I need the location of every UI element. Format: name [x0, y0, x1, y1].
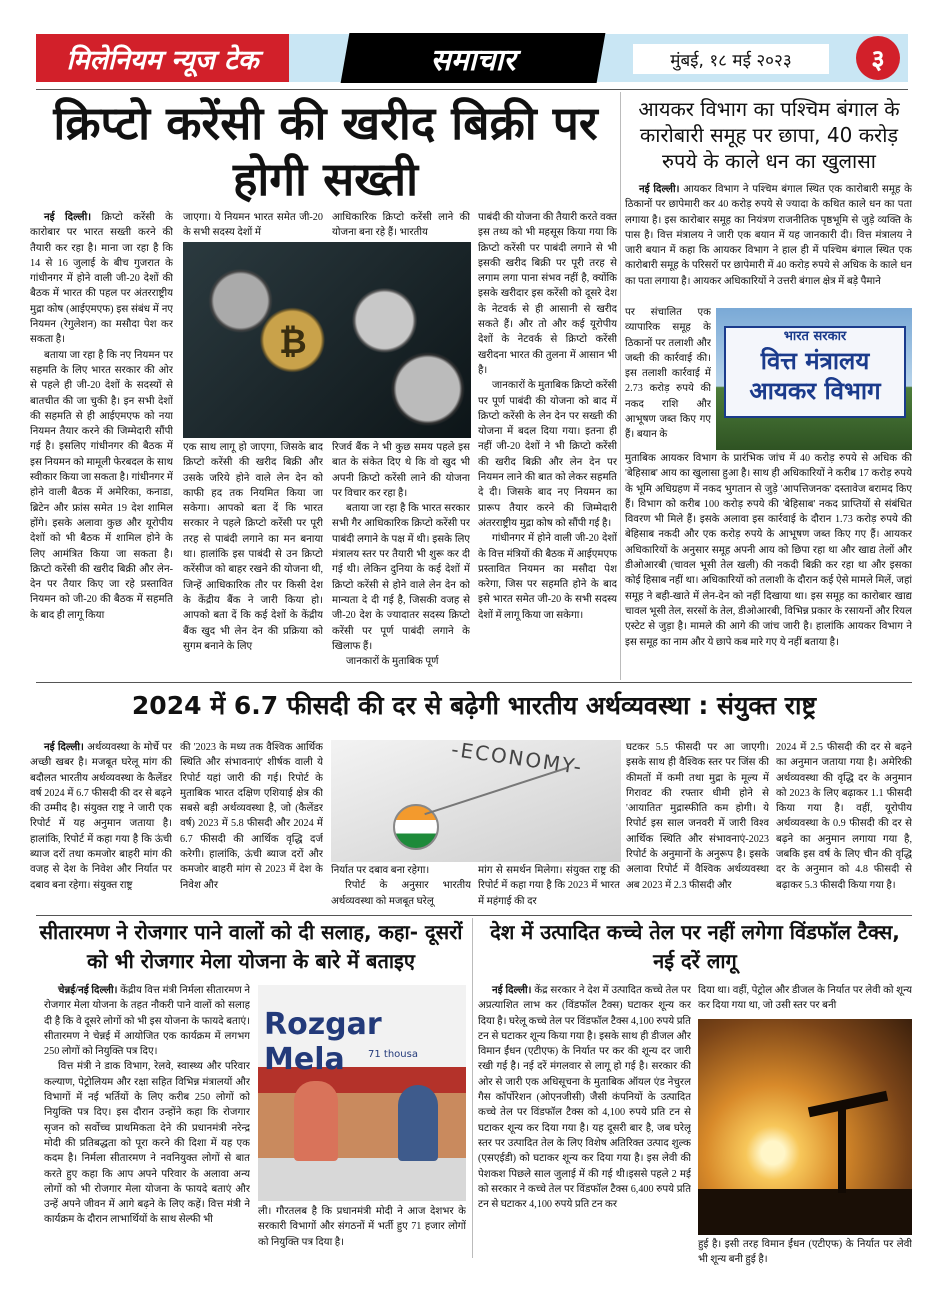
- page-number: ३: [856, 36, 900, 80]
- section-title: समाचार: [430, 42, 516, 78]
- windfall-headline: देश में उत्पादित कच्चे तेल पर नहीं लगेगा विंडफॉल टैक्स, नई दरें लागू: [490, 920, 900, 973]
- economy-col-5: घटकर 5.5 फीसदी पर आ जाएगी। इसके साथ ही वैश्विक स्तर पर जिंस की कीमतों में कमी तथा मुद्रा के मूल्य में गिरावट की रफ्तार धीमी होने से 'आयातित' मुद्रास्फीति कम होगी। ये रिपोर्ट इस साल जनवरी में जारी विश्व आर्थिक स्थिति और संभावनाएं-2023 रिपोर्ट के अनुमानों के अनुरूप है। इसके अलावा रिपोर्ट में वैश्विक अर्थव्यवस्था अब 2023 में 2.3 फीसदी और: [626, 742, 769, 891]
- crypto-col-2-bottom: एक साथ लागू हो जाएगा, जिसके बाद क्रिप्टो करेंसी की खरीद बिक्री और उसके जरिये होने वाले लेन देन को काफी हद तक नियमित किया जा सकेगा। आपको बता दें कि भारत सरकार ने पहले क्रिप्टो करेंसी पर पूरी तरह से पाबंदी लगाने का मन बनाया था। हालांकि इस पाबंदी से उन क्रिप्टो करेंसीज को बाहर रखने की योजना थी, जिन्हें आधिकारिक तौर पर किसी देश के केंद्रीय बैंक ने जारी किया हो। आपको बता दें कि कई देशों के केंद्रीय बैंक खुद भी लेन देन की प्रक्रिया को सुगम बनाने के लिए: [183, 442, 323, 652]
- economy-compass-image: [331, 736, 621, 862]
- issue-date: मुंबई, १८ मई २०२३: [633, 44, 829, 74]
- oil-pumpjack-image: [698, 1019, 912, 1235]
- tax-text-top: नई दिल्ली। आयकर विभाग ने पश्चिम बंगाल स्थित एक कारोबारी समूह के ठिकानों पर छापेमारी कर 40 करोड़ रुपये से ज्यादा के कथित काले धन का पता लगाया है। इस कारोबार समूह का नियंत्रण राजनीतिक पृष्ठभूमि से जुड़े व्यक्ति के पास है। वित्त मंत्रालय ने जारी एक बयान में यह जानकारी दी। वित्त मंत्रालय ने जारी बयान में कहा कि आयकर विभाग ने हाल ही में पश्चिम बंगाल स्थित एक कारोबारी समूह के परिसरों पर छापेमारी में 40 करोड़ रुपये से अधिक के काले धन का पता लगाया है। आयकर अधिकारियों ने उत्तरी बंगाल क्षेत्र में बड़े पैमाने: [625, 184, 912, 287]
- bitcoin-icon: ₿: [279, 322, 307, 362]
- brand-logo: मिलेनियम न्यूज टेक: [36, 34, 289, 82]
- economy-col-2: की '2023 के मध्य तक वैश्विक आर्थिक स्थिति और संभावनाएं' शीर्षक वाली ये रिपोर्ट यहां जारी की गई। रिपोर्ट के मुताबिक भारत दक्षिण एशियाई क्षेत्र की सबसे बड़ी अर्थव्यवस्था है, जो (कैलेंडर वर्ष) 2023 में 5.8 फीसदी और 2024 में 6.7 फीसदी की आर्थिक वृद्धि दर्ज करेगी। हालांकि, ऊंची ब्याज दरों और कमजोर बाहरी मांग से 2023 में देश के निवेश और: [180, 742, 323, 891]
- tax-text-side: पर संचालित एक व्यापारिक समूह के ठिकानों पर तलाशी और जब्ती की कार्रवाई की। इस तलाशी कार्रवाई में 2.73 करोड़ रुपये की नकद राशि और आभूषण जब्त किए गए हैं। बयान के: [625, 307, 711, 441]
- tax-text-bottom: मुताबिक आयकर विभाग के प्रारंभिक जांच में 40 करोड़ रुपये से अधिक की 'बेहिसाब' आय का खुलासा हुआ है। साथ ही अधिकारियों ने करीब 17 करोड़ रुपये के भूमि अधिग्रहण में नकद भुगतान से जुड़े 'आपत्तिजनक' दस्तावेज बरामद किए हैं। विभाग को करीब 100 करोड़ रुपये की 'बेहिसाब' नकद प्राप्तियों से संबंधित विवरण भी मिले हैं। इसके अलावा इस कार्रवाई के दौरान 1.73 करोड़ रुपये की बेहिसाब नकदी और एक करोड़ रुपये के आभूषण जब्त किए गए हैं। आयकर अधिकारियों के अनुसार समूह अपनी आय को छिपा रहा था और खाद्य तेलों और डीओआरबी (चावल भूसी तेल खली) की नकदी बिक्री कर रहा था और इसका कोई हिसाब नहीं था। अधिकारियों को तलाशी के दौरान कई ऐसे मामले मिलें, जहां समूह ने बही-खाते में लेन-देन को नहीं दिखाया था। इस समूह का कारोबार खाद्य चावल भूसी तेल, सरसों के तेल, डीओआरबी, विभिन्न प्रकार के रसायनों और रियल एस्टेट से जुड़ा है। मामले की आगे की जांच जारी है। हालांकि आयकर विभाग ने इस समूह का नाम और ये छापे कब मारे गए ये नहीं बताया है।: [625, 453, 912, 648]
- crypto-col-3-top: आधिकारिक क्रिप्टो करेंसी लाने की योजना बना रहे हैं। भारतीय: [332, 212, 470, 239]
- windfall-col-1: नई दिल्ली। केंद्र सरकार ने देश में उत्पादित कच्चे तेल पर अप्रत्याशित लाभ कर (विंडफॉल टैक्स) घटाकर शून्य कर दिया है। घरेलू कच्चे तेल पर विंडफॉल टैक्स 4,100 रुपये प्रति टन से घटाकर शून्य किया गया है। इसके साथ ही डीजल और विमान ईंधन (एटीएफ) के निर्यात पर कर की शून्य दर जारी रखी गई है। नई दरें मंगलवार से लागू हो गई है। सरकार की ओर से जारी एक अधिसूचना के मुताबिक ऑयल एंड नेचुरल गैस कॉर्पोरेशन (ओएनजीसी) जैसी कंपनियों के उत्पादित कच्चे तेल पर विंडफॉल टैक्स को 4,100 रुपये प्रति टन से घटाकर शून्य कर दिया गया है। यह दूसरी बार है, जब घरेलू स्तर पर उत्पादित तेल के लिए विशेष अतिरिक्त उत्पाद शुल्क (एसएईडी) को घटाकर शून्य कर दिया गया है। इस लेवी की पेशकश पिछले साल जुलाई में की गई थी।इससे पहले 2 मई को सरकार ने कच्चे तेल पर विंडफॉल टैक्स 6,400 रुपये प्रति टन से घटाकर 4,100 रुपये प्रति टन कर: [478, 985, 691, 1211]
- income-tax-sign-image: [716, 308, 912, 450]
- rozgar-text: चेन्नई/नई दिल्ली। केंद्रीय वित्त मंत्री निर्मला सीतारमण ने रोजगार मेला योजना के तहत नौकरी पाने वालों को सलाह दी है कि वे दूसरे लोगों को भी इस योजना के फायदे बताएं। सीतारमण ने चेन्नई में आयोजित एक कार्यक्रम में लगभग 250 लोगों को नियुक्ति पत्र दिए। वित्त मंत्री ने डाक विभाग, रेलवे, स्वास्थ्य और परिवार कल्याण, पेट्रोलियम और रक्षा सहित विभिन्न मंत्रालयों और विभागों में नई भर्तियों के लिए करीब 250 लोगों को नियुक्ति पत्र दिए। इस दौरान उन्होंने कहा कि रोजगार सृजन को सर्वोच्च प्राथमिकता देने की प्रधानमंत्री नरेन्द्र मोदी की प्रतिबद्धता को पूरा करने की दिशा में यह एक कदम है। निर्मला सीतारमण ने नवनियुक्त लोगों से बात करते हुए कहा कि आप अपने परिवार के अलावा अन्य लोगों को भी रोजगार मेला योजना के फायदे बताएं और उन्हें अपने जीवन में आगे बढ़ने के लिए कहें। वित्त मंत्री ने कार्यक्रम के दौरान लाभार्थियों के साथ सेल्फी भी: [44, 985, 250, 1226]
- rozgar-banner-text: Rozgar Mela: [264, 1007, 382, 1077]
- economy-col-6: 2024 में 2.5 फीसदी की दर से बढ़ने का अनुमान जताया गया है। अमेरिकी अर्थव्यवस्था की वृद्धि दर के अनुमान को 2023 के लिए बढ़ाकर 1.1 फीसदी किया गया है। वहीं, यूरोपीय अर्थव्यवस्था के 0.9 फीसदी की दर से बढ़ने का अनुमान लगाया गया है, जबकि इस वर्ष के लिए चीन की वृद्धि दर के अनुमान को 4.8 फीसदी से बढ़ाकर 5.3 फीसदी किया गया है।: [776, 742, 912, 891]
- rozgar-banner-sub: 71 thousa: [368, 1049, 418, 1060]
- windfall-col-2-bottom: हुई है। इसी तरह विमान ईंधन (एटीएफ) के निर्यात पर लेवी भी शून्य बनी हुई है।: [698, 1239, 912, 1266]
- crypto-col-3-bottom: रिजर्व बैंक ने भी कुछ समय पहले इस बात के संकेत दिए थे कि वो खुद भी अपनी क्रिप्टो करेंसी लाने की योजना पर विचार कर रहा है। बताया जा रहा है कि भारत सरकार सभी गैर आधिकारिक क्रिप्टो करेंसी पर पाबंदी लगाने के पक्ष में थी। इसके लिए मंत्रालय स्तर पर तैयारी भी शुरू कर दी गई थी। लेकिन दुनिया के कई देशों में क्रिप्टो करेंसी से होने वाले लेन देन को मान्यता दे दी गई है, जिसकी वजह से जी-20 देश के ज्यादातर सदस्य क्रिप्टो करेंसी पर पूर्ण पाबंदी लगाने के खिलाफ हैं। जानकारों के मुताबिक पूर्ण: [332, 442, 470, 668]
- rozgar-caption: ली। गौरतलब है कि प्रधानमंत्री मोदी ने आज देशभर के सरकारी विभागों और संगठनों में भर्ती हुए 71 हजार लोगों को नियुक्ति पत्र दिया है।: [258, 1206, 466, 1248]
- economy-headline: 2024 में 6.7 फीसदी की दर से बढ़ेगी भारतीय अर्थव्यवस्था : संयुक्त राष्ट्र: [131, 691, 817, 720]
- sign-line-2: वित्त मंत्रालय: [760, 347, 870, 375]
- windfall-col-2-top: दिया था। वहीं, पेट्रोल और डीजल के निर्यात पर लेवी को शून्य कर दिया गया था, जो उसी स्तर पर बनी: [698, 985, 912, 1012]
- crypto-headline: क्रिप्टो करेंसी की खरीद बिक्री पर होगी सख्ती: [53, 96, 598, 206]
- crypto-col-1: नई दिल्ली। क्रिप्टो करेंसी के कारोबार पर भारत सख्ती करने की तैयारी कर रहा है। माना जा रहा है कि 14 से 16 जुलाई के बीच गुजरात के गांधीनगर में होने वाली जी-20 देशों की बैठक में भारत की पहल पर अंतरराष्ट्रीय मुद्रा कोष (आईएमएफ) इस संबंध में नए नियमन (रेगुलेशन) का मसौदा पेश कर सकता है। बताया जा रहा है कि नए नियमन पर सहमति के लिए भारत सरकार की ओर से पहले ही जी-20 देशों के सदस्यों से बातचीत की जा चुकी है। इन सभी देशों की सहमति से ही आईएमएफ को नया नियमन तैयार करने की जिम्मेदारी सौंपी गई है। इसलिए गांधीनगर की बैठक में इस नियमन को मामूली फेरबदल के साथ स्वीकार किया जा सकता है। गांधीनगर में होने वाली बैठक में अमेरिका, कनाडा, ब्रिटेन और फ्रांस समेत 19 देश शामिल होंगे। इसके अलावा कुछ और यूरोपीय देशों को भी बैठक में शामिल होने के लिए आमंत्रित किया जा सकता है। क्रिप्टो करेंसी की खरीद बिक्री और लेन-देन पर तैयार किए जा रहे प्रस्तावित नियमन को जी-20 की बैठक में सहमति के बाद ही लागू किया: [30, 212, 173, 621]
- economy-col-4: मांग से समर्थन मिलेगा। संयुक्त राष्ट्र की रिपोर्ट में कहा गया है कि 2023 में भारत में महंगाई की दर: [478, 865, 620, 907]
- pumpjack-icon: [808, 1091, 888, 1117]
- rozgar-mela-image: [258, 985, 466, 1201]
- crypto-col-4: पाबंदी की योजना की तैयारी करते वक्त इस तथ्य को भी महसूस किया गया कि क्रिप्टो करेंसी पर पाबंदी लगाने से भी इसकी खरीद बिक्री पर पूरी तरह से लगाम लगा पाना संभव नहीं है, क्योंकि इसके खरीदार इस करेंसी को दूसरे देश के नेटवर्क से ही आसानी से खरीद सकते हैं। और तो और कई यूरोपीय देशों के नेटवर्क से क्रिप्टो करेंसी खरीदना भारत की तुलना में आसान भी है। जानकारों के मुताबिक क्रिप्टो करेंसी पर पूर्ण पाबंदी की योजना को बाद में क्रिप्टो करेंसी के लेन देन पर सख्ती की योजना में बदल दिया गया। इतना ही नहीं जी-20 देशों ने भी क्रिप्टो करेंसी की खरीद बिक्री और लेन देन पर नियमन लाने की बात को लेकर सहमति दे दी। जिसके बाद नए नियमन का प्रारूप तैयार करने की जिम्मेदारी अंतरराष्ट्रीय मुद्रा कोष को सौंपी गई है। गांधीनगर में होने वाली जी-20 देशों के वित्त मंत्रियों की बैठक में आईएमएफ प्रस्तावित नियमन का मसौदा पेश करेगा, जिस पर सहमति होने के बाद इसे भारत समेत जी-20 के सभी सदस्य देशों में लागू किया जा सकेगा।: [478, 212, 617, 621]
- economy-col-1: नई दिल्ली। अर्थव्यवस्था के मोर्चे पर अच्छी खबर है। मजबूत घरेलू मांग की बदौलत भारतीय अर्थव्यवस्था के कैलेंडर वर्ष 2024 में 6.7 फीसदी की दर से बढ़ने की उम्मीद है। संयुक्त राष्ट्र ने जारी एक रिपोर्ट में यह अनुमान जताया है। हालांकि, रिपोर्ट में कहा गया है कि ऊंची ब्याज दरों तथा कमजोर बाहरी मांग की वजह से देश के निवेश और निर्यात पर दबाव बना रहेगा। संयुक्त राष्ट्र: [30, 742, 172, 891]
- crypto-col-2-top: जाएगा। ये नियमन भारत समेत जी-20 के सभी सदस्य देशों में: [183, 212, 323, 239]
- economy-label: -ECONOMY-: [449, 736, 585, 780]
- rozgar-headline: सीतारमण ने रोजगार पाने वालों को दी सलाह, कहा- दूसरों को भी रोजगार मेला योजना के बारे में बताइए: [39, 920, 463, 973]
- economy-col-3: निर्यात पर दबाव बना रहेगा। रिपोर्ट के अनुसार भारतीय अर्थव्यवस्था को मजबूत घरेलू: [331, 865, 471, 907]
- sign-line-1: भारत सरकार: [783, 329, 847, 344]
- crypto-coins-image: [183, 242, 471, 438]
- sign-line-3: आयकर विभाग: [749, 377, 881, 405]
- tax-headline: आयकर विभाग का पश्चिम बंगाल के कारोबारी समूह पर छापा, 40 करोड़ रुपये के काले धन का खुलासा: [638, 97, 900, 173]
